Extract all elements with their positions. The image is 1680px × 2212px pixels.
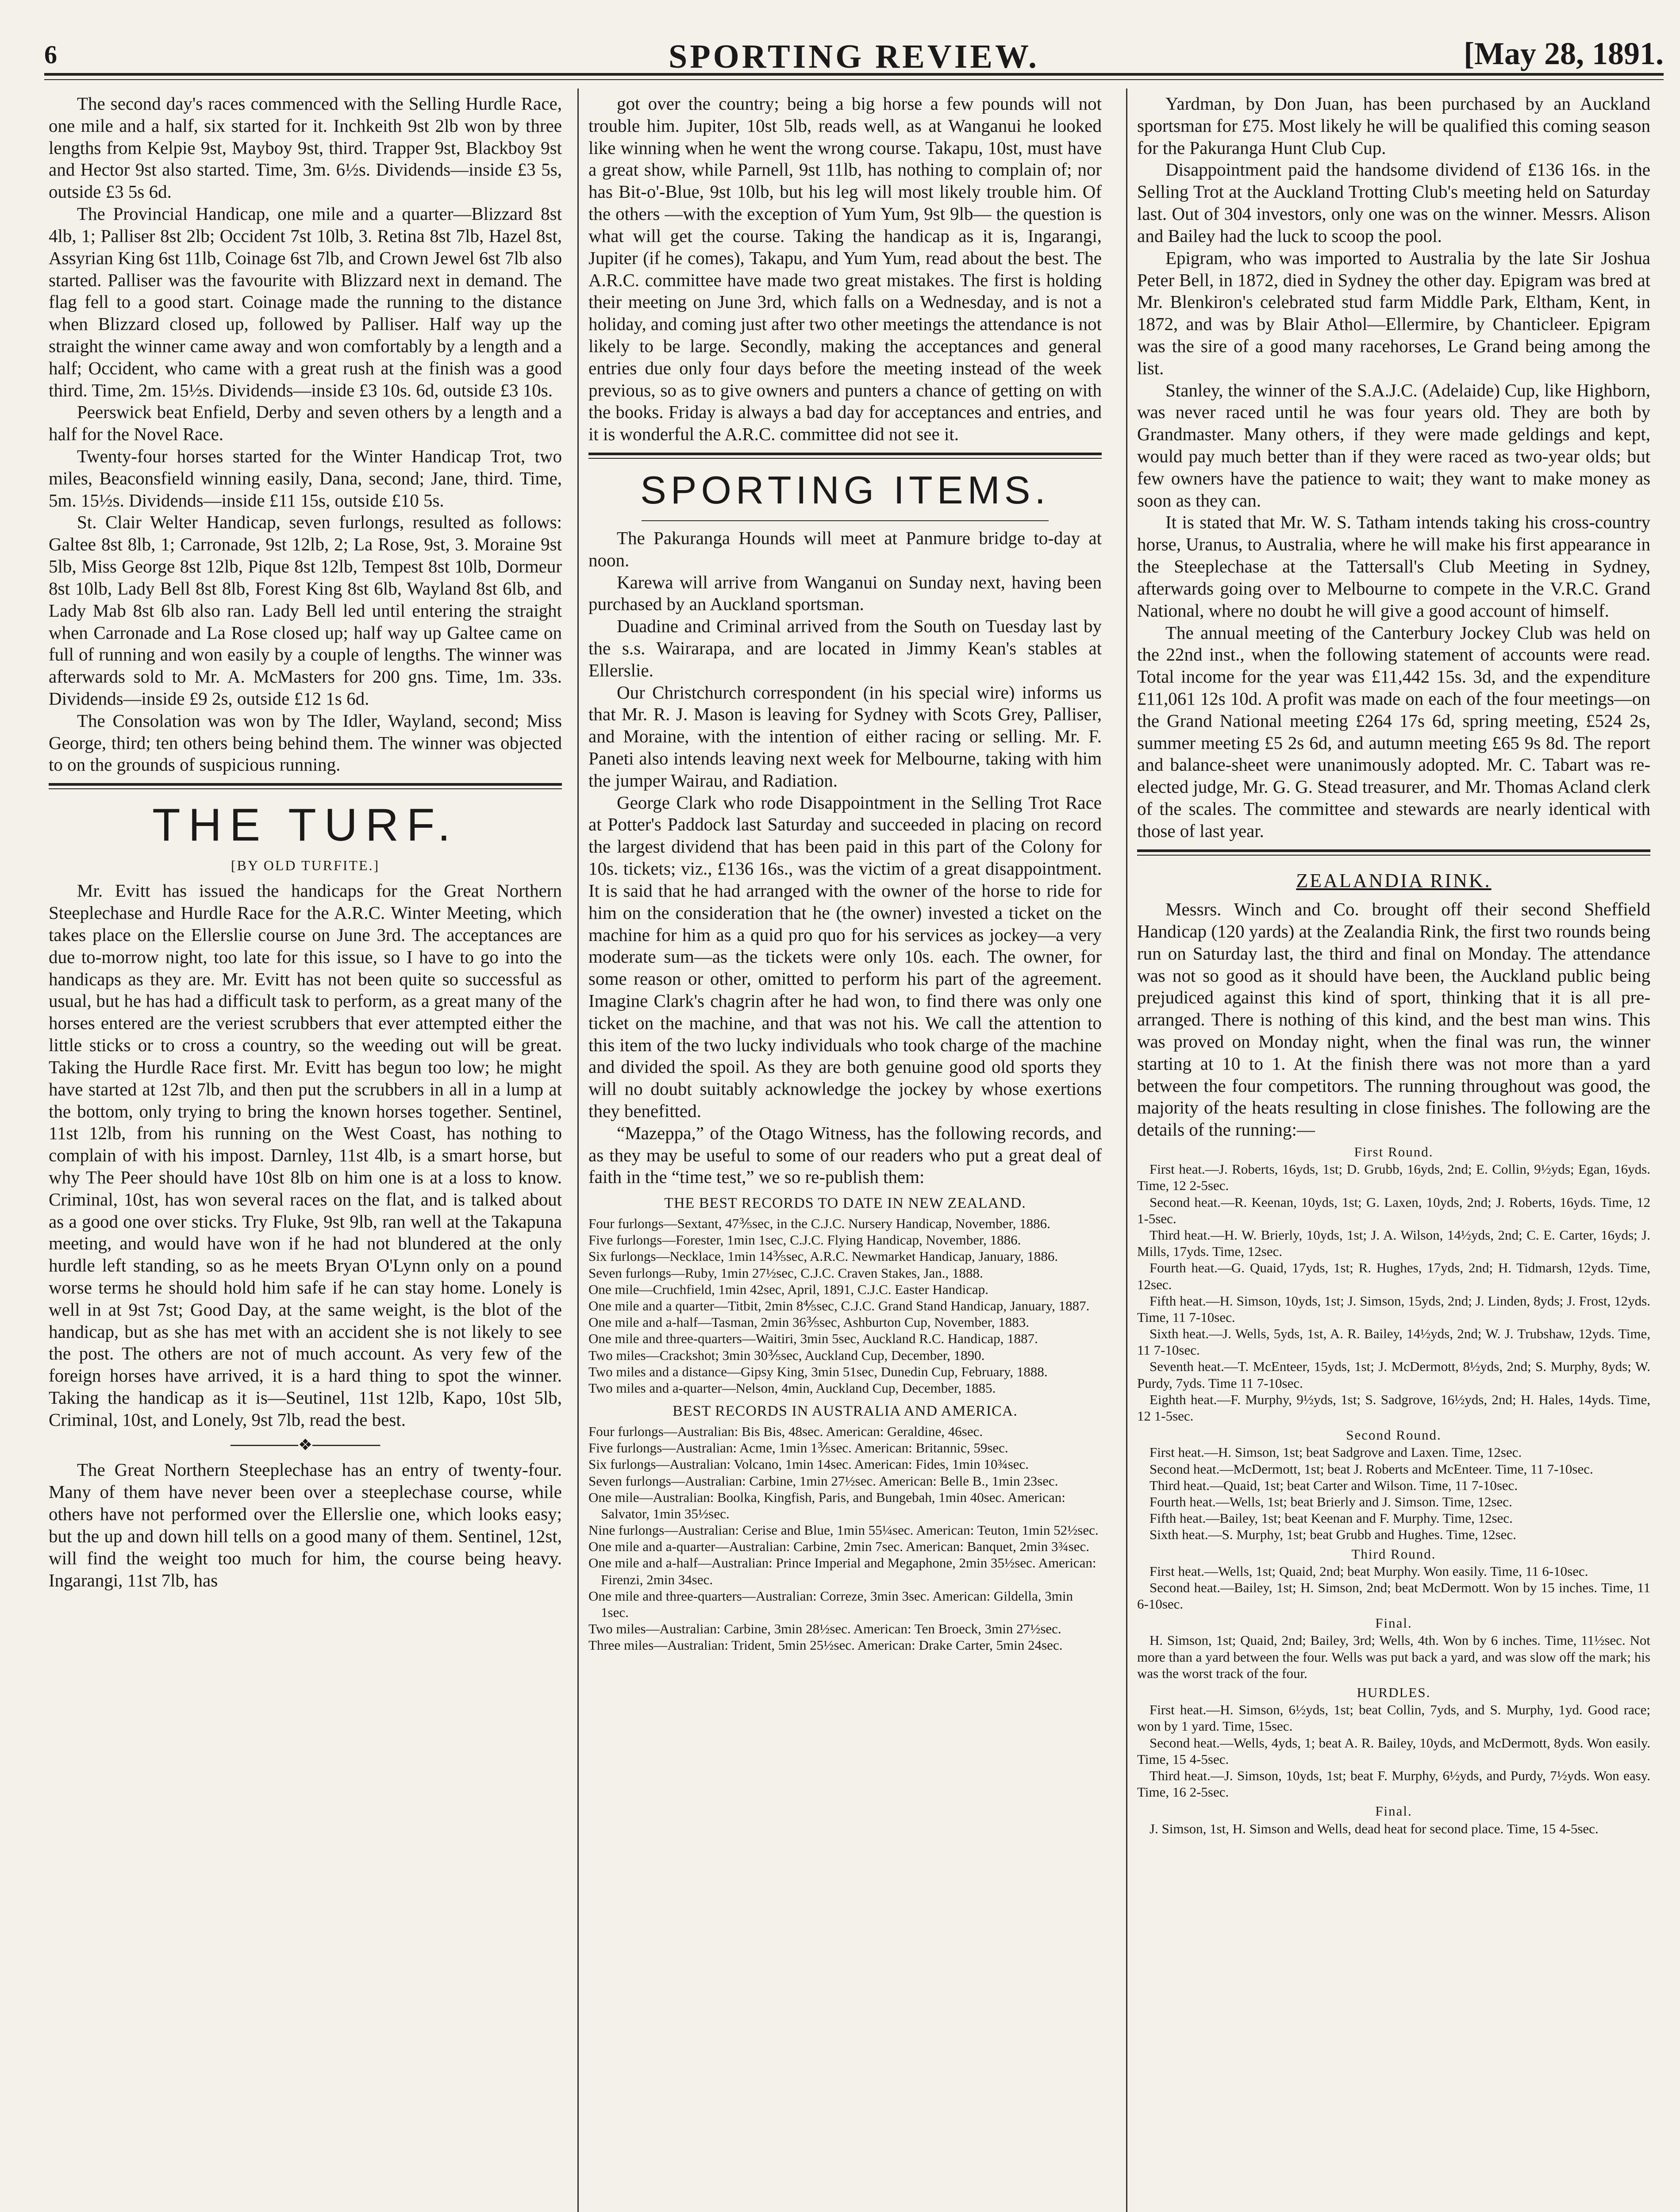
heat-result: Sixth heat.—S. Murphy, 1st; beat Grubb and Hughes. Time, 12sec. [1149, 1527, 1516, 1543]
record-line: Two miles—Crackshot; 3min 30⅗sec, Auckland Cup, December, 1890. [588, 1347, 985, 1363]
heat-result: H. Simson, 1st; Quaid, 2nd; Bailey, 3rd; Wells, 4th. Won by 6 inches. Time, 11½sec. Not more than a yard between the four. Wells was put back a yard, and was slow off the mark; his was the worst track of the four. [1137, 1632, 1650, 1681]
column-2 [588, 93, 1102, 2212]
heat-result: Fifth heat.—Bailey, 1st; beat Keenan and F. Murphy. Time, 12sec. [1149, 1510, 1513, 1526]
heat-result: First heat.—H. Simson, 1st; beat Sadgrove and Laxen. Time, 12sec. [1149, 1444, 1522, 1460]
heat-result: Second heat.—Wells, 4yds, 1; beat A. R. Bailey, 10yds, and McDermott, 8yds. Won easily. Time, 15 4-5sec. [1137, 1735, 1650, 1767]
records-heading: THE BEST RECORDS TO DATE IN NEW ZEALAND. [664, 1195, 1026, 1212]
heat-result: First heat.—J. Roberts, 16yds, 1st; D. Grubb, 16yds, 2nd; E. Collin, 9½yds; Egan, 16yds. Time, 12 2-5sec. [1137, 1161, 1650, 1194]
header-rule [44, 73, 1664, 80]
ornament-divider: ──────❖────── [230, 1436, 381, 1454]
section-title-turf: THE TURF. [152, 799, 458, 851]
round-heading: Second Round. [1346, 1427, 1442, 1443]
heat-result: Eighth heat.—F. Murphy, 9½yds, 1st; S. Sadgrove, 16½yds, 2nd; H. Hales, 14yds. Time, 12 1-5sec. [1137, 1391, 1650, 1424]
heat-result: Second heat.—Bailey, 1st; H. Simson, 2nd; beat McDermott. Won by 15 inches. Time, 11 6-10sec. [1137, 1579, 1650, 1612]
paragraph: The Provincial Handicap, one mile and a quarter—Blizzard 8st 4lb, 1; Palliser 8st 2lb; Occident 7st 10lb, 3. Retina 8st 7lb, Hazel 8st, Assyrian King 6st 11lb, Coinage 6st 7lb, and Crown Jewel 6st 7lb also started. Palliser was the favourite with Blizzard next in demand. The flag fell to a good start. Coinage made the running to the distance when Blizzard closed up, followed by Palliser. Half way up the straight the winner came away and won comfortably by a length and a half; Occident, who came with a great rush at the finish was a good third. Time, 2m. 15½s. Dividends—inside £3 10s. 6d, outside £3 10s. [49, 204, 562, 400]
paragraph: Messrs. Winch and Co. brought off their second Sheffield Handicap (120 yards) at the Zealandia Rink, the first two rounds being run on Saturday last, the third and final on Monday. The attendance was not so good as it should have been, the Auckland public being prejudiced against this kind of sport, thinking that it is all pre-arranged. There is nothing of this kind, and the best man wins. This was proved on Monday night, when the final was run, the winner starting at 10 to 1. At the finish there was not more than a yard between the four competitors. The running throughout was good, the majority of the heats resulting in close finishes. The following are the details of the running:— [1137, 899, 1650, 1140]
record-line: Five furlongs—Forester, 1min 1sec, C.J.C. Flying Handicap, November, 1886. [588, 1232, 1021, 1248]
record-line: Two miles and a distance—Gipsy King, 3min 51sec, Dunedin Cup, February, 1888. [588, 1363, 1048, 1379]
paragraph: The Great Northern Steeplechase has an entry of twenty-four. Many of them have never been over a steeplechase course, while others have not performed over the Ellerslie one, which looks easy; but the up and down hill tells on a good many of them. Sentinel, 12st, will find the weight too much for him, the course being heavy. Ingarangi, 11st 7lb, has [49, 1459, 562, 1590]
heat-result: First heat.—Wells, 1st; Quaid, 2nd; beat Murphy. Won easily. Time, 11 6-10sec. [1149, 1563, 1588, 1579]
paragraph: Duadine and Criminal arrived from the South on Tuesday last by the s.s. Wairarapa, and are located in Jimmy Kean's stables at Ellerslie. [588, 616, 1102, 680]
paragraph: Our Christchurch correspondent (in his special wire) informs us that Mr. R. J. Mason is leaving for Sydney with Scots Grey, Palliser, and Moraine, with the intention of either racing or selling. Mr. F. Paneti also intends leaving next week for Melbourne, taking with him the jumper Wairau, and Radiation. [588, 682, 1102, 791]
paragraph: Yardman, by Don Juan, has been purchased by an Auckland sportsman for £75. Most likely he will be qualified this coming season for the Pakuranga Hunt Club Cup. [1137, 93, 1650, 158]
round-heading: HURDLES. [1357, 1685, 1431, 1701]
heat-result: Fifth heat.—H. Simson, 10yds, 1st; J. Simson, 15yds, 2nd; J. Linden, 8yds; J. Frost, 12yds. Time, 11 7-10sec. [1137, 1293, 1650, 1325]
heat-result: Second heat.—McDermott, 1st; beat J. Roberts and McEnteer. Time, 11 7-10sec. [1149, 1461, 1593, 1477]
paragraph: St. Clair Welter Handicap, seven furlongs, resulted as follows: Galtee 8st 8lb, 1; Carronade, 9st 12lb, 2; La Rose, 9st, 3. Moraine 9st 5lb, Miss George 8st 12lb, Pique 8st 12lb, Tempest 8st 10lb, Dormeur 8st 10lb, Lady Bell 8st 8lb, Forest King 8st 6lb, Wayland 8st 6lb, and Lady Mab 8st 6lb also ran. Lady Bell led until entering the straight when Carronade and La Rose closed up; half way up Galtee came on full of running and won easily by a couple of lengths. The winner was afterwards sold to Mr. A. McMasters for 200 gns. Time, 1m. 33s. Dividends—inside £9 2s, outside £12 1s 6d. [49, 512, 562, 709]
paragraph: Stanley, the winner of the S.A.J.C. (Adelaide) Cup, like Highborn, was never raced until he was four years old. They are both by Grandmaster. Many others, if they were made geldings and kept, would pay much better than if they were raced as two-year olds; but few owners have the patience to wait; they want to make money as soon as they can. [1137, 380, 1650, 511]
section-title-sporting-items: SPORTING ITEMS. [640, 468, 1050, 512]
paragraph: Disappointment paid the handsome dividend of £136 16s. in the Selling Trot at the Auckland Trotting Club's meeting held on Saturday last. Out of 304 investors, only one was on the winner. Messrs. Alison and Bailey had the luck to scoop the pool. [1137, 159, 1650, 246]
heat-result: Seventh heat.—T. McEnteer, 15yds, 1st; J. McDermott, 8½yds, 2nd; S. Murphy, 8yds; W. Purdy, 7yds. Time 11 7-10sec. [1137, 1359, 1650, 1391]
record-line: One mile and a-half—Tasman, 2min 36⅗sec, Ashburton Cup, November, 1883. [588, 1314, 1030, 1330]
heat-result: Second heat.—R. Keenan, 10yds, 1st; G. Laxen, 10yds, 2nd; J. Roberts, 16yds. Time, 12 1-5sec. [1137, 1194, 1650, 1226]
paragraph: Twenty-four horses started for the Winter Handicap Trot, two miles, Beaconsfield winning easily, Dana, second; Jane, third. Time, 5m. 15½s. Dividends—inside £11 15s, outside £10 5s. [49, 446, 562, 511]
column-divider [1126, 88, 1127, 2212]
record-line: One mile and a-quarter—Australian: Carbine, 2min 7sec. American: Banquet, 2min 3¾sec. [588, 1539, 1090, 1555]
section-rule [49, 783, 562, 789]
turf-article [49, 880, 562, 1591]
heat-result: Fourth heat.—G. Quaid, 17yds, 1st; R. Hughes, 17yds, 2nd; H. Tidmarsh, 12yds. Time, 12sec. [1137, 1260, 1650, 1292]
issue-date: [May 28, 1891. [1464, 36, 1664, 71]
record-line: Seven furlongs—Australian: Carbine, 1min 27½sec. American: Belle B., 1min 23sec. [588, 1473, 1058, 1489]
records-nz [588, 1194, 1102, 1396]
record-line: One mile—Cruchfield, 1min 42sec, April, 1891, C.J.C. Easter Handicap. [588, 1281, 988, 1297]
heat-result: J. Simson, 1st, H. Simson and Wells, dead heat for second place. Time, 15 4-5sec. [1149, 1820, 1599, 1836]
record-line: One mile and three-quarters—Waitiri, 3min 5sec, Auckland R.C. Handicap, 1887. [588, 1331, 1038, 1347]
paragraph: The Pakuranga Hounds will meet at Panmure bridge to-day at noon. [588, 527, 1102, 570]
record-line: Two miles—Australian: Carbine, 3min 28½sec. American: Ten Broeck, 3min 27½sec. [588, 1621, 1061, 1637]
round-heading: Final. [1375, 1615, 1412, 1631]
section-rule [588, 453, 1102, 459]
column-1 [49, 93, 562, 2212]
record-line: One mile—Australian: Boolka, Kingfish, Paris, and Bungebah, 1min 40sec. American: Salvator, 1min 35½sec. [588, 1489, 1065, 1521]
heat-result: Third heat.—Quaid, 1st; beat Carter and Wilson. Time, 11 7-10sec. [1149, 1477, 1518, 1493]
heat-result: Third heat.—H. W. Brierly, 10yds, 1st; J. A. Wilson, 14½yds, 2nd; C. E. Carter, 16yds; J. Mills, 17yds. Time, 12sec. [1137, 1227, 1650, 1260]
record-line: Four furlongs—Australian: Bis Bis, 48sec. American: Geraldine, 46sec. [588, 1423, 983, 1439]
record-line: Six furlongs—Australian: Volcano, 1min 14sec. American: Fides, 1min 10¾sec. [588, 1456, 1029, 1472]
record-line: Two miles and a-quarter—Nelson, 4min, Auckland Cup, December, 1885. [588, 1380, 996, 1396]
record-line: Three miles—Australian: Trident, 5min 25½sec. American: Drake Carter, 5min 24sec. [588, 1637, 1063, 1653]
records-heading: BEST RECORDS IN AUSTRALIA AND AMERICA. [673, 1403, 1018, 1420]
paragraph: Mr. Evitt has issued the handicaps for the Great Northern Steeplechase and Hurdle Race for the A.R.C. Winter Meeting, which takes place on the Ellerslie course on June 3rd. The acceptances are due to-morrow night, too late for this issue, so I have to go into the handicaps as they are. Mr. Evitt has not been quite so successful as usual, but he has had a difficult task to perform, as a great many of the horses entered are the veriest scrubbers that ever attempted either the little sticks or to cross a country, so the weeding out will be great. Taking the Hurdle Race first. Mr. Evitt has begun too low; he might have started at 12st 7lb, and then put the scrubbers in all in a lump at the bottom, only trying to bring the known horses together. Sentinel, 11st 12lb, from his running on the West Coast, has nothing to complain of with his impost. Darnley, 11st 4lb, is a smart horse, but why The Peer should have 10st 8lb on him one is at a loss to know. Criminal, 10st, has won several races on the flat, and is talked about as a good one over sticks. Try Fluke, 9st 9lb, ran well at the Takapuna meeting, and would have won if he had not blundered at the only hurdle left standing, so as he meets Bryan O'Lynn only on a pound worse terms he should hold him safe if he can stay home. Lonely is well in at 9st 7st; Good Day, at the same weight, is the blot of the handicap, but as she has met with an accident she is not likely to see the post. The others are not of much account. As very few of the foreign horses have arrived, it is a hard thing to spot the winner. Taking the handicap as it is—Seutinel, 11st 12lb, Kapo, 10st 5lb, Criminal, 10st, and Lonely, 9st 7lb, read the best. [49, 880, 562, 1430]
section-title-zealandia-rink: ZEALANDIA RINK. [1296, 869, 1492, 891]
paragraph: George Clark who rode Disappointment in the Selling Trot Race at Potter's Paddock last Saturday and succeeded in placing on record the largest dividend that has been paid in this part of the Colony for 10s. tickets; viz., £136 16s., was the victim of a great disappointment. It is said that he had arranged with the owner of the horse to ride for him on the consideration that he (the owner) invested a ticket on the machine for him as a quid pro quo for his services as jockey—a very moderate sum—as the tickets were only 10s. each. The owner, for some reason or other, omitted to perform his part of the agreement. Imagine Clark's chagrin after he had won, to find there was only one ticket on the machine, and that was not his. We call the attention to this item of the two lucky individuals who took charge of the machine and divided the spoil. As they are both genuine good old sports they will no doubt suitably acknowledge the jockey by whose exertions they benefitted. [588, 792, 1102, 1121]
records-australia-america [588, 1402, 1102, 1653]
paragraph: Epigram, who was imported to Australia by the late Sir Joshua Peter Bell, in 1872, died in Sydney the other day. Epigram was bred at Mr. Blenkiron's celebrated stud farm Middle Park, Eltham, Kent, in 1872, and was by Blair Athol—Ellermire, by Chanticleer. Epigram was the sire of a good many racehorses, Le Grand being among the list. [1137, 247, 1650, 378]
round-heading: Final. [1375, 1803, 1412, 1819]
record-line: One mile and three-quarters—Australian: Correze, 3min 3sec. American: Gildella, 3min 1sec. [588, 1588, 1073, 1620]
record-line: Seven furlongs—Ruby, 1min 27½sec, C.J.C. Craven Stakes, Jan., 1888. [588, 1265, 983, 1281]
heat-result: First heat.—H. Simson, 6½yds, 1st; beat Collin, 7yds, and S. Murphy, 1yd. Good race; won by 1 yard. Time, 15sec. [1137, 1702, 1650, 1734]
heat-result: Sixth heat.—J. Wells, 5yds, 1st, A. R. Bailey, 14½yds, 2nd; W. J. Trubshaw, 12yds. Time, 11 7-10sec. [1137, 1326, 1650, 1358]
sporting-items [588, 527, 1102, 1188]
page-number: 6 [44, 40, 57, 69]
race-report [49, 93, 562, 776]
record-line: One mile and a quarter—Titbit, 2min 8⅘sec, C.J.C. Grand Stand Handicap, January, 1887. [588, 1298, 1090, 1314]
section-rule [1137, 849, 1650, 856]
heat-result: Third heat.—J. Simson, 10yds, 1st; beat F. Murphy, 6½yds, and Purdy, 7½yds. Won easy. Time, 16 2-5sec. [1137, 1767, 1650, 1800]
record-line: Nine furlongs—Australian: Cerise and Blue, 1min 55¼sec. American: Teuton, 1min 52½sec. [588, 1522, 1099, 1538]
round-heading: Third Round. [1351, 1546, 1436, 1562]
paragraph: It is stated that Mr. W. S. Tatham intends taking his cross-country horse, Uranus, to Australia, where he will make his first appearance in the Steeplechase at the Tattersall's Club Meeting in Sydney, afterwards going over to Melbourne to compete in the V.R.C. Grand National, where no doubt he will give a good account of himself. [1137, 512, 1650, 621]
paragraph: The annual meeting of the Canterbury Jockey Club was held on the 22nd inst., when the following statement of accounts were read. Total income for the year was £11,442 15s. 3d, and the expenditure £11,061 12s 10d. A profit was made on each of the four meetings—on the Grand National meeting £264 17s 6d, spring meeting, £524 2s, summer meeting £5 2s 6d, and autumn meeting £65 9s 8d. The report and balance-sheet were unanimously adopted. Mr. C. Tabart was re-elected judge, Mr. G. G. Stead treasurer, and Mr. Thomas Acland clerk of the scales. The committee and stewards are nearly identical with those of last year. [1137, 622, 1650, 841]
round-heading: First Round. [1354, 1144, 1434, 1160]
running-results [1137, 1144, 1650, 1837]
paragraph: Peerswick beat Enfield, Derby and seven others by a length and a half for the Novel Race. [49, 402, 562, 445]
paragraph: “Mazeppa,” of the Otago Witness, has the following records, and as they may be useful to some of our readers who put a great deal of faith in the “time test,” we so re-publish them: [588, 1122, 1102, 1187]
section-byline: [BY OLD TURFITE.] [231, 857, 380, 873]
paragraph: Karewa will arrive from Wanganui on Sunday next, having been purchased by an Auckland sportsman. [588, 572, 1102, 614]
record-line: Six furlongs—Necklace, 1min 14⅗sec, A.R.C. Newmarket Handicap, January, 1886. [588, 1248, 1058, 1264]
record-line: Four furlongs—Sextant, 47⅗sec, in the C.J.C. Nursery Handicap, November, 1886. [588, 1216, 1050, 1232]
paragraph: The Consolation was won by The Idler, Wayland, second; Miss George, third; ten others being behind them. The winner was objected to on the grounds of suspicious running. [49, 710, 562, 775]
masthead-title: SPORTING REVIEW. [668, 38, 1040, 75]
column-3 [1137, 93, 1650, 2212]
paragraph: The second day's races commenced with the Selling Hurdle Race, one mile and a half, six started for it. Inchkeith 9st 2lb won by three lengths from Kelpie 9st, Mayboy 9st, third. Trapper 9st, Blackboy 9st and Hector 9st also started. Time, 3m. 6½s. Dividends—inside £3 5s, outside £3 5s 6d. [49, 93, 562, 202]
column-divider [577, 88, 579, 2212]
paragraph: got over the country; being a big horse a few pounds will not trouble him. Jupiter, 10st 5lb, reads well, as at Wanganui he looked like winning when he went the wrong course. Takapu, 10st, must have a great show, while Parnell, 9st 11lb, has nothing to complain of; nor has Bit-o'-Blue, 9st 10lb, but his leg will most likely trouble him. Of the others —with the exception of Yum Yum, 9st 9lb— the question is what will get the course. Taking the handicap as it is, Ingarangi, Jupiter (if he comes), Takapu, and Yum Yum, read about the best. The A.R.C. committee have made two great mistakes. The first is holding their meeting on June 3rd, which falls on a Wednesday, and is not a holiday, and coming just after two other meetings the attendance is not likely to be large. Secondly, making the acceptances and general entries due only four days before the meeting instead of the week previous, so as to give owners and punters a chance of getting on with the books. Friday is always a bad day for acceptances and entries, and it is wonderful the A.R.C. committee did not see it. [588, 93, 1102, 445]
record-line: Five furlongs—Australian: Acme, 1min 1⅗sec. American: Britannic, 59sec. [588, 1440, 1008, 1456]
heat-result: Fourth heat.—Wells, 1st; beat Brierly and J. Simson. Time, 12sec. [1149, 1494, 1512, 1509]
title-underline [642, 520, 1049, 521]
record-line: One mile and a-half—Australian: Prince Imperial and Megaphone, 2min 35½sec. American: Firenzi, 2min 34sec. [588, 1555, 1096, 1587]
